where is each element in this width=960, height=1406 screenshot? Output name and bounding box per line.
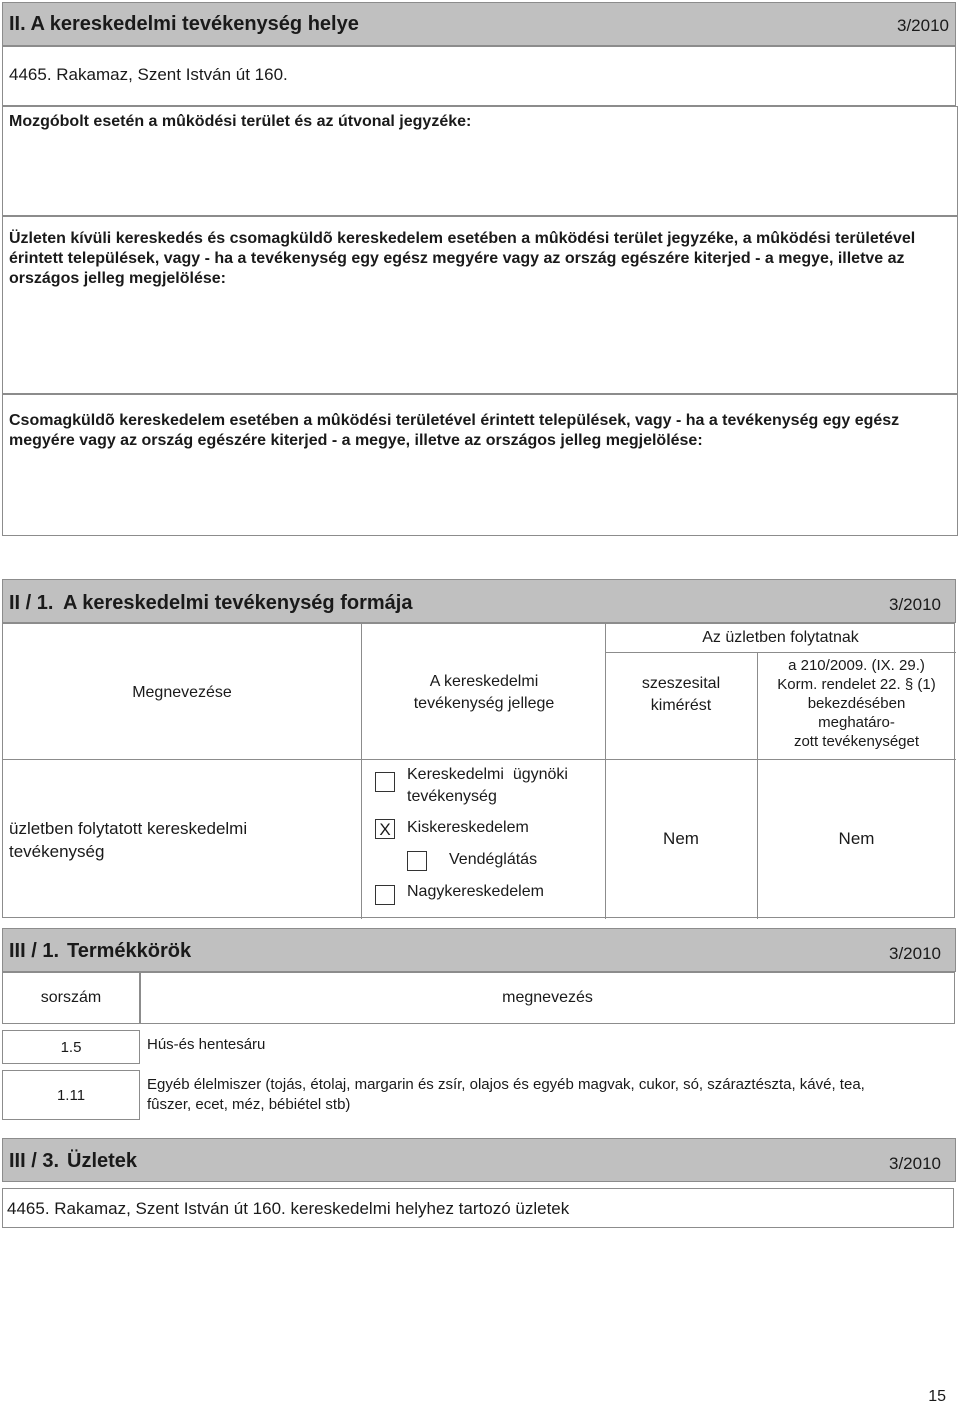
section-title: II. A kereskedelmi tevékenység helye — [9, 13, 359, 35]
col-name-header: Megnevezése — [132, 684, 232, 701]
decree-value: Nem — [838, 829, 875, 848]
checkbox-wholesale[interactable] — [375, 885, 395, 905]
section-prefix: III / 3. — [9, 1150, 60, 1172]
product-num: 1.5 — [60, 1038, 82, 1056]
mail-order-box — [2, 394, 958, 536]
decree-line: zott tevékenységet — [793, 733, 920, 750]
row-name: üzletben folytatott kereskedelmi tevékenység — [9, 819, 248, 861]
section-title: Üzletek — [67, 1150, 138, 1172]
checkbox-agent[interactable] — [375, 772, 395, 792]
decree-line: bekezdésében — [807, 695, 906, 712]
option-retail-label: Kiskereskedelem — [407, 819, 529, 836]
section-title: Termékkörök — [67, 940, 192, 962]
product-name: Hús-és hentesáru — [147, 1036, 266, 1053]
section-date: 3/2010 — [889, 944, 941, 963]
form-table — [2, 623, 955, 918]
decree-line: a 210/2009. (IX. 29.) — [788, 657, 925, 674]
option-catering-label: Vendéglátás — [449, 851, 538, 868]
section-date: 3/2010 — [889, 1154, 941, 1173]
section-prefix: III / 1. — [9, 940, 60, 962]
col-decree-header — [757, 656, 956, 751]
address-box — [2, 46, 956, 106]
outside-trade-label: Üzleten kívüli kereskedés és csomagküldõ kereskedelem esetében a mûködési terület jegyzéke, a mûködési területével érintett települések, vagy - ha a tevékenység egy egész megyére vagy az ország egészére kiterjed - a megye, illetve az országos jelleg megjelölése: — [9, 230, 916, 287]
product-num: 1.11 — [56, 1086, 86, 1104]
page-number: 15 — [928, 1388, 946, 1405]
option-agent-label: Kereskedelmi ügynöki tevékenység — [407, 766, 573, 805]
shops-text: 4465. Rakamaz, Szent István út 160. kereskedelmi helyhez tartozó üzletek — [7, 1199, 570, 1218]
col-num-header: sorszám — [40, 989, 102, 1006]
mobile-shop-box — [2, 106, 958, 216]
section-header-form — [2, 579, 956, 623]
option-wholesale-label: Nagykereskedelem — [407, 883, 544, 900]
col-group-header: Az üzletben folytatnak — [702, 629, 859, 646]
checkbox-catering[interactable] — [407, 851, 427, 871]
decree-line: meghatáro- — [818, 714, 895, 731]
checkbox-retail[interactable]: X — [375, 819, 395, 839]
decree-line: Korm. rendelet 22. § (1) — [777, 676, 936, 693]
section-header-shops — [2, 1138, 956, 1182]
col-nature-header: A kereskedelmi tevékenység jellege — [413, 673, 555, 712]
mobile-shop-label: Mozgóbolt esetén a mûködési terület és az útvonal jegyzéke: — [9, 113, 472, 130]
section-date: 3/2010 — [897, 16, 949, 35]
section-header-products — [2, 928, 956, 972]
outside-trade-box — [2, 216, 958, 394]
product-name: Egyéb élelmiszer (tojás, étolaj, margarin és zsír, olajos és egyéb magvak, cukor, só, száraztészta, kávé, tea, fûszer, ecet, méz, bébiétel stb) — [147, 1076, 865, 1113]
col-name-header: megnevezés — [502, 989, 593, 1006]
section-prefix: II / 1. — [9, 592, 54, 614]
alcohol-value: Nem — [663, 829, 699, 848]
mail-order-label: Csomagküldõ kereskedelem esetében a mûködési területével érintett települések, vagy - ha a tevékenység egy egész megyére vagy az ország egészére kiterjed - a megye, illetve az országos jelleg megjelölése: — [9, 412, 900, 449]
address-value: 4465. Rakamaz, Szent István út 160. — [9, 65, 288, 84]
section-header-location — [2, 2, 956, 46]
shops-box — [2, 1188, 954, 1228]
col-alcohol-header: szeszesital kimérést — [641, 675, 721, 714]
section-title: A kereskedelmi tevékenység formája — [63, 592, 413, 614]
section-date: 3/2010 — [889, 595, 941, 614]
